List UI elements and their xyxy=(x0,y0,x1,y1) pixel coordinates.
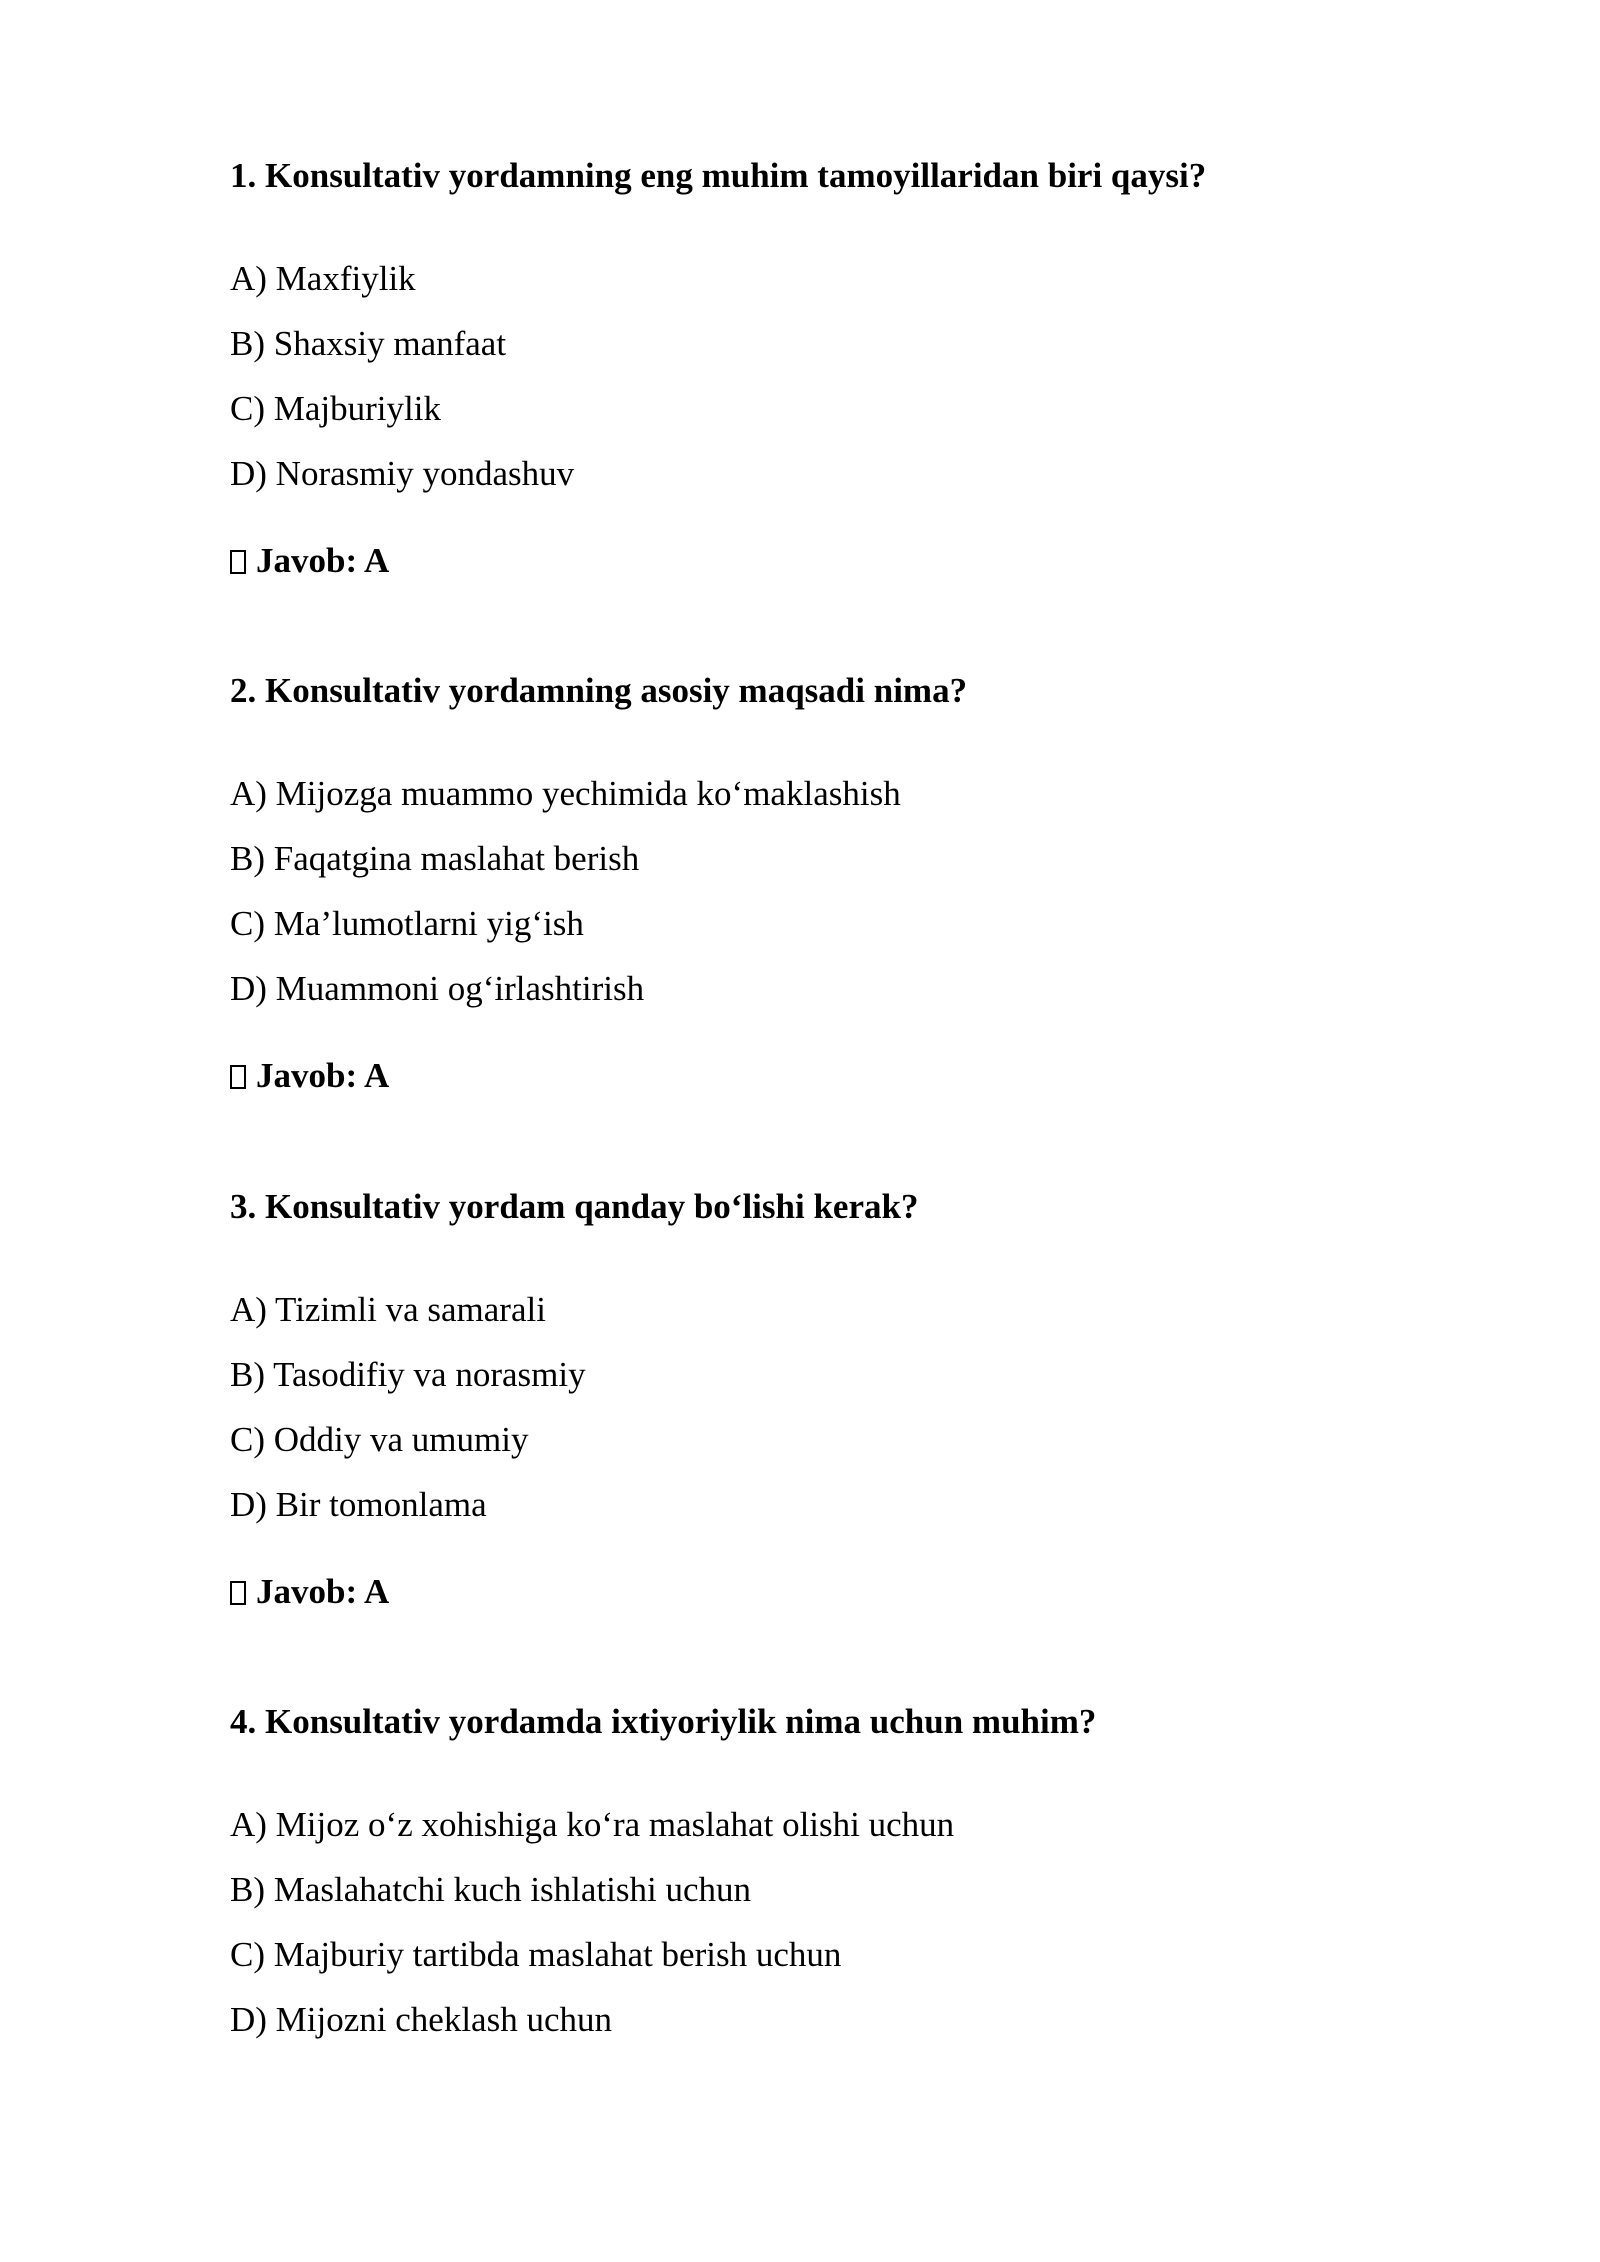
options-list xyxy=(230,772,901,1032)
option-c: C) Majburiy tartibda maslahat berish uchun xyxy=(230,1935,842,1974)
question-text: 3. Konsultativ yordam qanday bo‘lishi kerak? xyxy=(230,1187,919,1226)
answer-line xyxy=(230,1570,389,1614)
option-d: D) Muammoni og‘irlashtirish xyxy=(230,969,645,1008)
question-block-1 xyxy=(230,154,1430,580)
answer-line xyxy=(230,1054,389,1098)
option-b: B) Shaxsiy manfaat xyxy=(230,324,507,363)
options-list xyxy=(230,257,574,517)
answer-text: Javob: A xyxy=(256,1572,390,1611)
question-block-4 xyxy=(230,1700,1430,2039)
answer-text: Javob: A xyxy=(256,541,390,580)
option-b: B) Maslahatchi kuch ishlatishi uchun xyxy=(230,1870,752,1909)
option-b: B) Faqatgina maslahat berish xyxy=(230,839,640,878)
question-text: 4. Konsultativ yordamda ixtiyoriylik nima uchun muhim? xyxy=(230,1702,1097,1741)
answer-line xyxy=(230,539,389,583)
option-c: C) Majburiylik xyxy=(230,389,441,428)
option-a: A) Mijoz o‘z xohishiga ko‘ra maslahat olishi uchun xyxy=(230,1805,955,1844)
option-c: C) Ma’lumotlarni yig‘ish xyxy=(230,904,584,943)
question-block-3 xyxy=(230,1185,1430,1611)
answer-text: Javob: A xyxy=(256,1056,390,1095)
question-text: 1. Konsultativ yordamning eng muhim tamoyillaridan biri qaysi? xyxy=(230,156,1207,195)
option-a: A) Mijozga muammo yechimida ko‘maklashish xyxy=(230,774,901,813)
option-a: A) Maxfiylik xyxy=(230,259,416,298)
option-c: C) Oddiy va umumiy xyxy=(230,1420,529,1459)
question-block-2 xyxy=(230,669,1430,1095)
question-text: 2. Konsultativ yordamning asosiy maqsadi nima? xyxy=(230,671,968,710)
check-box-icon xyxy=(230,1581,246,1605)
check-box-icon xyxy=(230,1065,246,1089)
option-d: D) Bir tomonlama xyxy=(230,1485,487,1524)
check-box-icon xyxy=(230,550,246,574)
option-a: A) Tizimli va samarali xyxy=(230,1290,546,1329)
options-list xyxy=(230,1803,954,2063)
option-b: B) Tasodifiy va norasmiy xyxy=(230,1355,586,1394)
option-d: D) Mijozni cheklash uchun xyxy=(230,2000,612,2039)
options-list xyxy=(230,1288,586,1548)
option-d: D) Norasmiy yondashuv xyxy=(230,454,575,493)
